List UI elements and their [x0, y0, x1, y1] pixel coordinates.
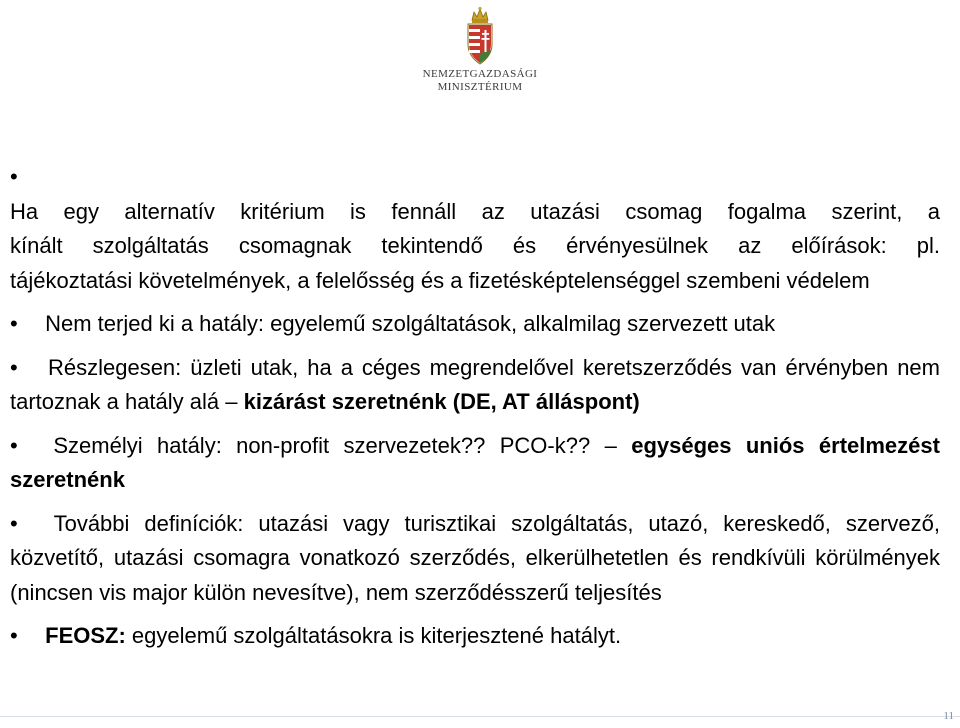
page-number: 11 [943, 710, 954, 722]
bullet-emphasis: egységes uniós értelmezést szeretnénk [10, 432, 940, 492]
bullet-emphasis: kizárást szeretnénk (DE, AT álláspont) [243, 389, 640, 414]
hungarian-coat-of-arms-icon [464, 6, 496, 66]
bullet-text: Ha egy alternatív kritérium is fennáll az utazási csomag fogalma szerint, a [10, 198, 940, 224]
dash: – [604, 432, 617, 458]
bullet-text: Részlegesen: üzleti utak, ha a céges megrendelővel keretszerződés van érvényben nem tartoznak a hatály alá [10, 354, 940, 414]
ministry-logo [400, 6, 560, 98]
bullet-item-exclusions [10, 307, 940, 342]
ministry-name [400, 68, 560, 94]
dash: – [225, 389, 238, 414]
footer-divider [0, 716, 960, 717]
ministry-name-line2: MINISZTÉRIUM [437, 81, 523, 93]
bullet-item-definitions [10, 507, 940, 611]
bullet-item-feosz [10, 619, 940, 654]
bullet-text: Személyi hatály: non-profit szervezetek?? PCO-k?? [53, 432, 591, 458]
bullet-item-scope-criteria [10, 160, 940, 298]
bullet-emphasis: FEOSZ: [45, 623, 126, 648]
slide-content [10, 160, 940, 663]
bullet-text: tájékoztatási követelmények, a felelősség és a fizetésképtelenséggel szembeni védelem [10, 267, 870, 293]
ministry-name-line1: NEMZETGAZDASÁGI [422, 68, 538, 80]
bullet-text: Nem terjed ki a hatály: egyelemű szolgáltatások, alkalmilag szervezett utak [45, 311, 776, 336]
bullet-item-business-trips [10, 351, 940, 420]
bullet-text: kínált szolgáltatás csomagnak tekintendő és érvényesülnek az előírások: pl. [10, 233, 940, 258]
bullet-item-personal-scope [10, 429, 940, 498]
bullet-text: További definíciók: utazási vagy turisztikai szolgáltatás, utazó, kereskedő, szervező, közvetítő, utazási csomagra vonatkozó szerződés, elkerülhetetlen és rendkívüli körülmények (nincsen vis major külön nevesítve), nem szerződésszerű teljesítés [10, 510, 941, 605]
bullet-text: egyelemű szolgáltatásokra is kiterjesztené hatályt. [131, 623, 622, 648]
